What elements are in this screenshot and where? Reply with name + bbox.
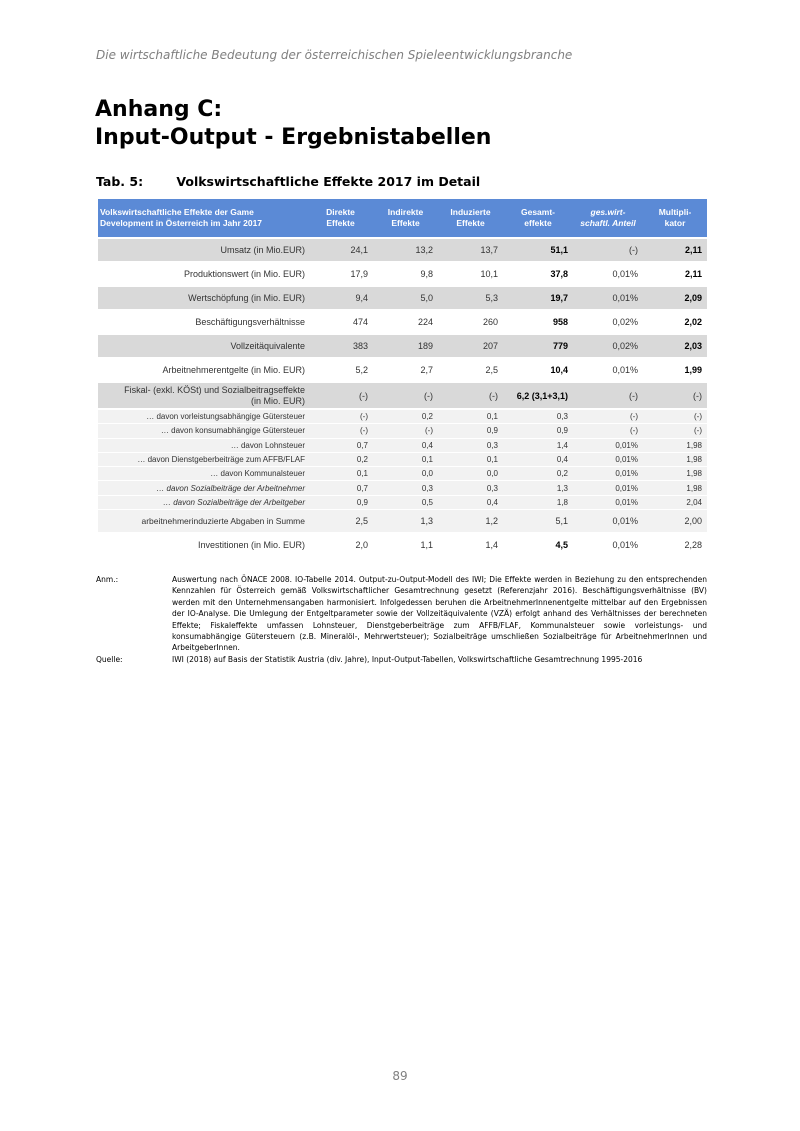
cell-direct: 9,4 xyxy=(308,286,373,310)
table-row-dienstgeberbeitraege xyxy=(98,452,707,466)
cell-multiplier: 2,11 xyxy=(643,238,707,262)
row-label: … davon Kommunalsteuer xyxy=(98,467,308,481)
cell-direct: 17,9 xyxy=(308,262,373,286)
chapter-title xyxy=(95,96,491,152)
cell-direct: 0,9 xyxy=(308,495,373,509)
cell-induced: 13,7 xyxy=(438,238,503,262)
row-label: … davon vorleistungsabhängige Gütersteuer xyxy=(98,409,308,424)
table-row-konsumabhaengige-guetersteuer xyxy=(98,424,707,438)
cell-share: 0,02% xyxy=(573,334,643,358)
cell-direct: 474 xyxy=(308,310,373,334)
cell-induced: 2,5 xyxy=(438,358,503,382)
cell-multiplier: 2,00 xyxy=(643,510,707,534)
cell-total: 0,4 xyxy=(503,452,573,466)
cell-multiplier: 2,09 xyxy=(643,286,707,310)
cell-multiplier: 2,03 xyxy=(643,334,707,358)
table-row-umsatz xyxy=(98,238,707,262)
table-notes xyxy=(96,574,707,665)
running-header: Die wirtschaftliche Bedeutung der österreichischen Spieleentwicklungsbranche xyxy=(96,48,573,62)
row-label: Fiskal- (exkl. KÖSt) und Sozialbeitragseffekte (in Mio. EUR) xyxy=(98,382,308,409)
column-header-induced: Induzierte Effekte xyxy=(438,199,503,238)
note-source-label: Quelle: xyxy=(96,654,123,664)
cell-share: 0,02% xyxy=(573,310,643,334)
cell-induced: 207 xyxy=(438,334,503,358)
table-row-vorleistungsabhaengige-guetersteuer xyxy=(98,409,707,424)
cell-multiplier: 2,04 xyxy=(643,495,707,509)
cell-induced: 0,3 xyxy=(438,438,503,452)
column-header-total: Gesamt- effekte xyxy=(503,199,573,238)
row-label: Umsatz (in Mio.EUR) xyxy=(98,238,308,262)
cell-multiplier: 1,98 xyxy=(643,467,707,481)
cell-share: (-) xyxy=(573,424,643,438)
cell-indirect: 2,7 xyxy=(373,358,438,382)
cell-multiplier: 2,28 xyxy=(643,533,707,557)
cell-total: 0,2 xyxy=(503,467,573,481)
cell-share: 0,01% xyxy=(573,467,643,481)
table-row-fiskaleffekte xyxy=(98,382,707,409)
cell-total: 37,8 xyxy=(503,262,573,286)
row-label: … davon Lohnsteuer xyxy=(98,438,308,452)
cell-indirect: 1,3 xyxy=(373,510,438,534)
cell-total: 1,8 xyxy=(503,495,573,509)
cell-indirect: 0,0 xyxy=(373,467,438,481)
note-source xyxy=(96,654,707,665)
cell-multiplier: 1,98 xyxy=(643,481,707,495)
cell-direct: 0,2 xyxy=(308,452,373,466)
cell-direct: (-) xyxy=(308,382,373,409)
cell-multiplier: 2,02 xyxy=(643,310,707,334)
cell-indirect: 13,2 xyxy=(373,238,438,262)
cell-induced: 0,1 xyxy=(438,409,503,424)
cell-share: 0,01% xyxy=(573,495,643,509)
cell-total: 4,5 xyxy=(503,533,573,557)
column-header-description: Volkswirtschaftliche Effekte der Game Development in Österreich im Jahr 2017 xyxy=(98,199,308,238)
row-label: … davon Sozialbeiträge der Arbeitgeber xyxy=(98,495,308,509)
cell-induced: 0,3 xyxy=(438,481,503,495)
cell-induced: 0,0 xyxy=(438,467,503,481)
row-label: arbeitnehmerinduzierte Abgaben in Summe xyxy=(98,510,308,534)
cell-indirect: 224 xyxy=(373,310,438,334)
page-number: 89 xyxy=(392,1069,408,1083)
cell-multiplier: (-) xyxy=(643,424,707,438)
column-header-share: ges.wirt- schaftl. Anteil xyxy=(573,199,643,238)
cell-indirect: 0,1 xyxy=(373,452,438,466)
cell-direct: 24,1 xyxy=(308,238,373,262)
table-row-arbeitnehmerentgelte xyxy=(98,358,707,382)
cell-direct: 5,2 xyxy=(308,358,373,382)
table-row-produktionswert xyxy=(98,262,707,286)
cell-induced: 1,4 xyxy=(438,533,503,557)
cell-share: 0,01% xyxy=(573,358,643,382)
table-row-wertschoepfung xyxy=(98,286,707,310)
cell-total: 19,7 xyxy=(503,286,573,310)
cell-direct: 2,0 xyxy=(308,533,373,557)
cell-total: 1,4 xyxy=(503,438,573,452)
cell-share: 0,01% xyxy=(573,452,643,466)
cell-induced: 0,4 xyxy=(438,495,503,509)
cell-induced: 1,2 xyxy=(438,510,503,534)
cell-direct: (-) xyxy=(308,409,373,424)
cell-share: (-) xyxy=(573,409,643,424)
cell-indirect: (-) xyxy=(373,382,438,409)
cell-total: 958 xyxy=(503,310,573,334)
cell-induced: (-) xyxy=(438,382,503,409)
cell-multiplier: 1,98 xyxy=(643,452,707,466)
cell-indirect: 0,2 xyxy=(373,409,438,424)
cell-total: 1,3 xyxy=(503,481,573,495)
cell-multiplier: (-) xyxy=(643,409,707,424)
cell-indirect: 5,0 xyxy=(373,286,438,310)
cell-indirect: 0,5 xyxy=(373,495,438,509)
row-label: Produktionswert (in Mio. EUR) xyxy=(98,262,308,286)
cell-direct: 0,7 xyxy=(308,481,373,495)
cell-indirect: 0,4 xyxy=(373,438,438,452)
row-label: Wertschöpfung (in Mio. EUR) xyxy=(98,286,308,310)
row-label: Vollzeitäquivalente xyxy=(98,334,308,358)
cell-induced: 260 xyxy=(438,310,503,334)
row-label: Beschäftigungsverhältnisse xyxy=(98,310,308,334)
table-row-sozialbeitraege-arbeitgeber xyxy=(98,495,707,509)
cell-total: 5,1 xyxy=(503,510,573,534)
row-label: Arbeitnehmerentgelte (in Mio. EUR) xyxy=(98,358,308,382)
table-row-beschaeftigungsverhaeltnisse xyxy=(98,310,707,334)
table-row-vollzeitaequivalente xyxy=(98,334,707,358)
cell-total: 779 xyxy=(503,334,573,358)
note-anm-text: Auswertung nach ÖNACE 2008. IO-Tabelle 2014. Output-zu-Output-Modell des IWI; Die Effekte werden in Beziehung zu den entsprechenden Kennzahlen für Österreich gemäß Volkswirtschaftlicher Gesamtrechnung gesetzt (Referenzjahr 2016). Beschäftigungsverhältnisse (BV) werden mit den Unternehmensangaben harmonisiert. Infolgedessen beruhen die ArbeitnehmerInnenentgelte mittelbar auf den Ergebnissen der IO-Analyse. Die Umlegung der Entgeltparameter sowie der Vollzeitäquivalente (VZÄ) erfolgt anhand des Verhältnisses der berechneten Effekte; Fiskaleffekte umfassen Lohnsteuer, Dienstgeberbeiträge zum AFFB/FLAF, Kommunalsteuer sowie vorleistungs- und konsumabhängige Gütersteuern (z.B. Mineralöl-, Mehrwertsteuer); Sozialbeiträge umschließen Sozialbeiträge für ArbeitnehmerInnen und ArbeitgeberInnen. xyxy=(172,575,707,653)
cell-direct: 2,5 xyxy=(308,510,373,534)
cell-total: 0,3 xyxy=(503,409,573,424)
cell-direct: 383 xyxy=(308,334,373,358)
cell-indirect: 0,3 xyxy=(373,481,438,495)
table-row-investitionen xyxy=(98,533,707,557)
table-caption xyxy=(96,174,480,189)
cell-total: 6,2 (3,1+3,1) xyxy=(503,382,573,409)
cell-induced: 10,1 xyxy=(438,262,503,286)
cell-multiplier: 2,11 xyxy=(643,262,707,286)
table-caption-title: Volkswirtschaftliche Effekte 2017 im Detail xyxy=(176,174,481,189)
note-source-text: IWI (2018) auf Basis der Statistik Austria (div. Jahre), Input-Output-Tabellen, Volkswirtschaftliche Gesamtrechnung 1995-2016 xyxy=(172,654,643,664)
cell-direct: 0,1 xyxy=(308,467,373,481)
chapter-title-line2: Input-Output - Ergebnistabellen xyxy=(95,125,492,150)
cell-share: 0,01% xyxy=(573,438,643,452)
note-anm-label: Anm.: xyxy=(96,575,119,584)
cell-induced: 5,3 xyxy=(438,286,503,310)
cell-share: 0,01% xyxy=(573,533,643,557)
cell-total: 51,1 xyxy=(503,238,573,262)
cell-share: 0,01% xyxy=(573,481,643,495)
cell-direct: (-) xyxy=(308,424,373,438)
row-label: Investitionen (in Mio. EUR) xyxy=(98,533,308,557)
table-row-lohnsteuer xyxy=(98,438,707,452)
table-row-kommunalsteuer xyxy=(98,467,707,481)
cell-share: 0,01% xyxy=(573,286,643,310)
table-header-row xyxy=(98,199,707,238)
column-header-indirect: Indirekte Effekte xyxy=(373,199,438,238)
note-anm xyxy=(96,574,707,654)
cell-total: 0,9 xyxy=(503,424,573,438)
table-caption-number: Tab. 5: xyxy=(96,174,144,189)
cell-multiplier: 1,98 xyxy=(643,438,707,452)
column-header-direct: Direkte Effekte xyxy=(308,199,373,238)
cell-share: (-) xyxy=(573,238,643,262)
cell-induced: 0,1 xyxy=(438,452,503,466)
cell-multiplier: (-) xyxy=(643,382,707,409)
cell-indirect: 1,1 xyxy=(373,533,438,557)
effects-table xyxy=(98,199,707,558)
cell-induced: 0,9 xyxy=(438,424,503,438)
row-label: … davon konsumabhängige Gütersteuer xyxy=(98,424,308,438)
row-label: … davon Sozialbeiträge der Arbeitnehmer xyxy=(98,481,308,495)
row-label: … davon Dienstgeberbeiträge zum AFFB/FLAF xyxy=(98,452,308,466)
chapter-title-line1: Anhang C: xyxy=(95,97,223,122)
cell-indirect: 189 xyxy=(373,334,438,358)
column-header-multiplier: Multipli- kator xyxy=(643,199,707,238)
cell-share: 0,01% xyxy=(573,510,643,534)
cell-indirect: 9,8 xyxy=(373,262,438,286)
table-row-sozialbeitraege-arbeitnehmer xyxy=(98,481,707,495)
cell-total: 10,4 xyxy=(503,358,573,382)
cell-share: 0,01% xyxy=(573,262,643,286)
cell-share: (-) xyxy=(573,382,643,409)
cell-indirect: (-) xyxy=(373,424,438,438)
table-row-abgaben-summe xyxy=(98,510,707,534)
cell-direct: 0,7 xyxy=(308,438,373,452)
cell-multiplier: 1,99 xyxy=(643,358,707,382)
